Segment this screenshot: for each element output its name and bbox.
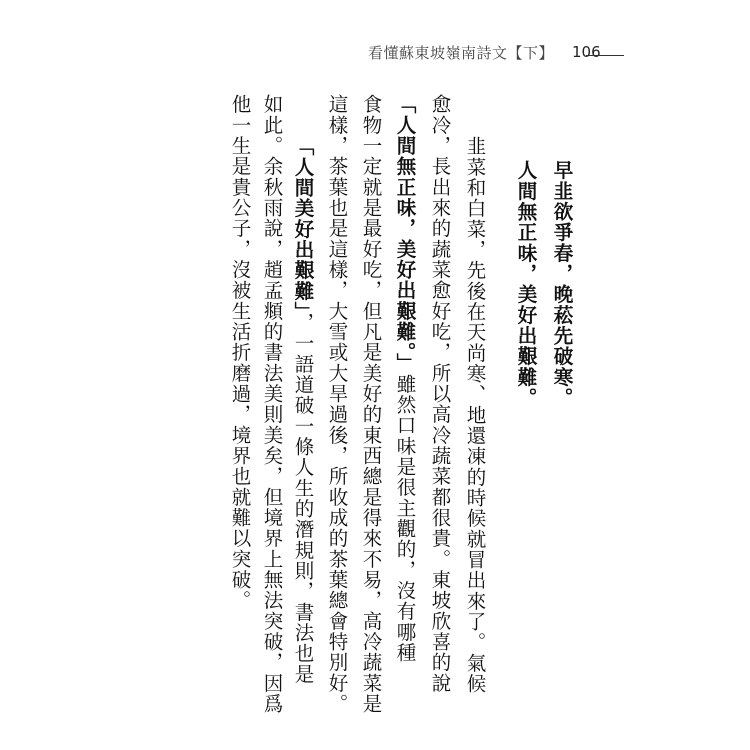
verse-line-1: 早韭欲爭春，晚菘先破寒。 xyxy=(550,160,574,409)
body-column-5: 這樣，茶葉也是這樣，大雪或大旱過後，所收成的茶葉總會特別好。 xyxy=(325,94,349,715)
header-rule xyxy=(586,55,624,56)
body-column-2: 愈冷，長出來的蔬菜愈好吃，所以高冷蔬菜都很貴。東坡欣喜的說 xyxy=(428,94,452,694)
body-column-3 xyxy=(395,94,415,663)
verse-line-2: 人間無正味，美好出艱難。 xyxy=(514,160,538,409)
body-column-8: 他一生是貴公子，沒被生活折磨過，境界也就難以突破。 xyxy=(228,94,252,611)
body-column-6-text: ，一語道破一條人生的潛規則，書法也是 xyxy=(291,312,315,685)
book-title: 看懂蘇東坡嶺南詩文【下】 xyxy=(368,43,555,62)
body-column-6 xyxy=(293,136,313,684)
body-column-7: 如此。余秋雨說，趙孟頫的書法美則美矣，但境界上無法突破，因爲 xyxy=(260,94,284,715)
body-column-1: 韭菜和白菜，先後在天尚寒、地還凍的時候就冒出來了。氣候 xyxy=(463,136,487,695)
quote-poem-line: 「人間無正味，美好出艱難。」 xyxy=(393,94,417,374)
page-number: 106 xyxy=(572,43,601,61)
body-column-4: 食物一定就是最好吃，但凡是美好的東西總是得來不易，高冷蔬菜是 xyxy=(359,94,383,715)
body-column-3-text: 雖然口味是很主觀的，沒有哪種 xyxy=(393,373,417,664)
quote-short: 「人間美好出艱難」 xyxy=(291,136,315,313)
running-header xyxy=(368,40,601,64)
